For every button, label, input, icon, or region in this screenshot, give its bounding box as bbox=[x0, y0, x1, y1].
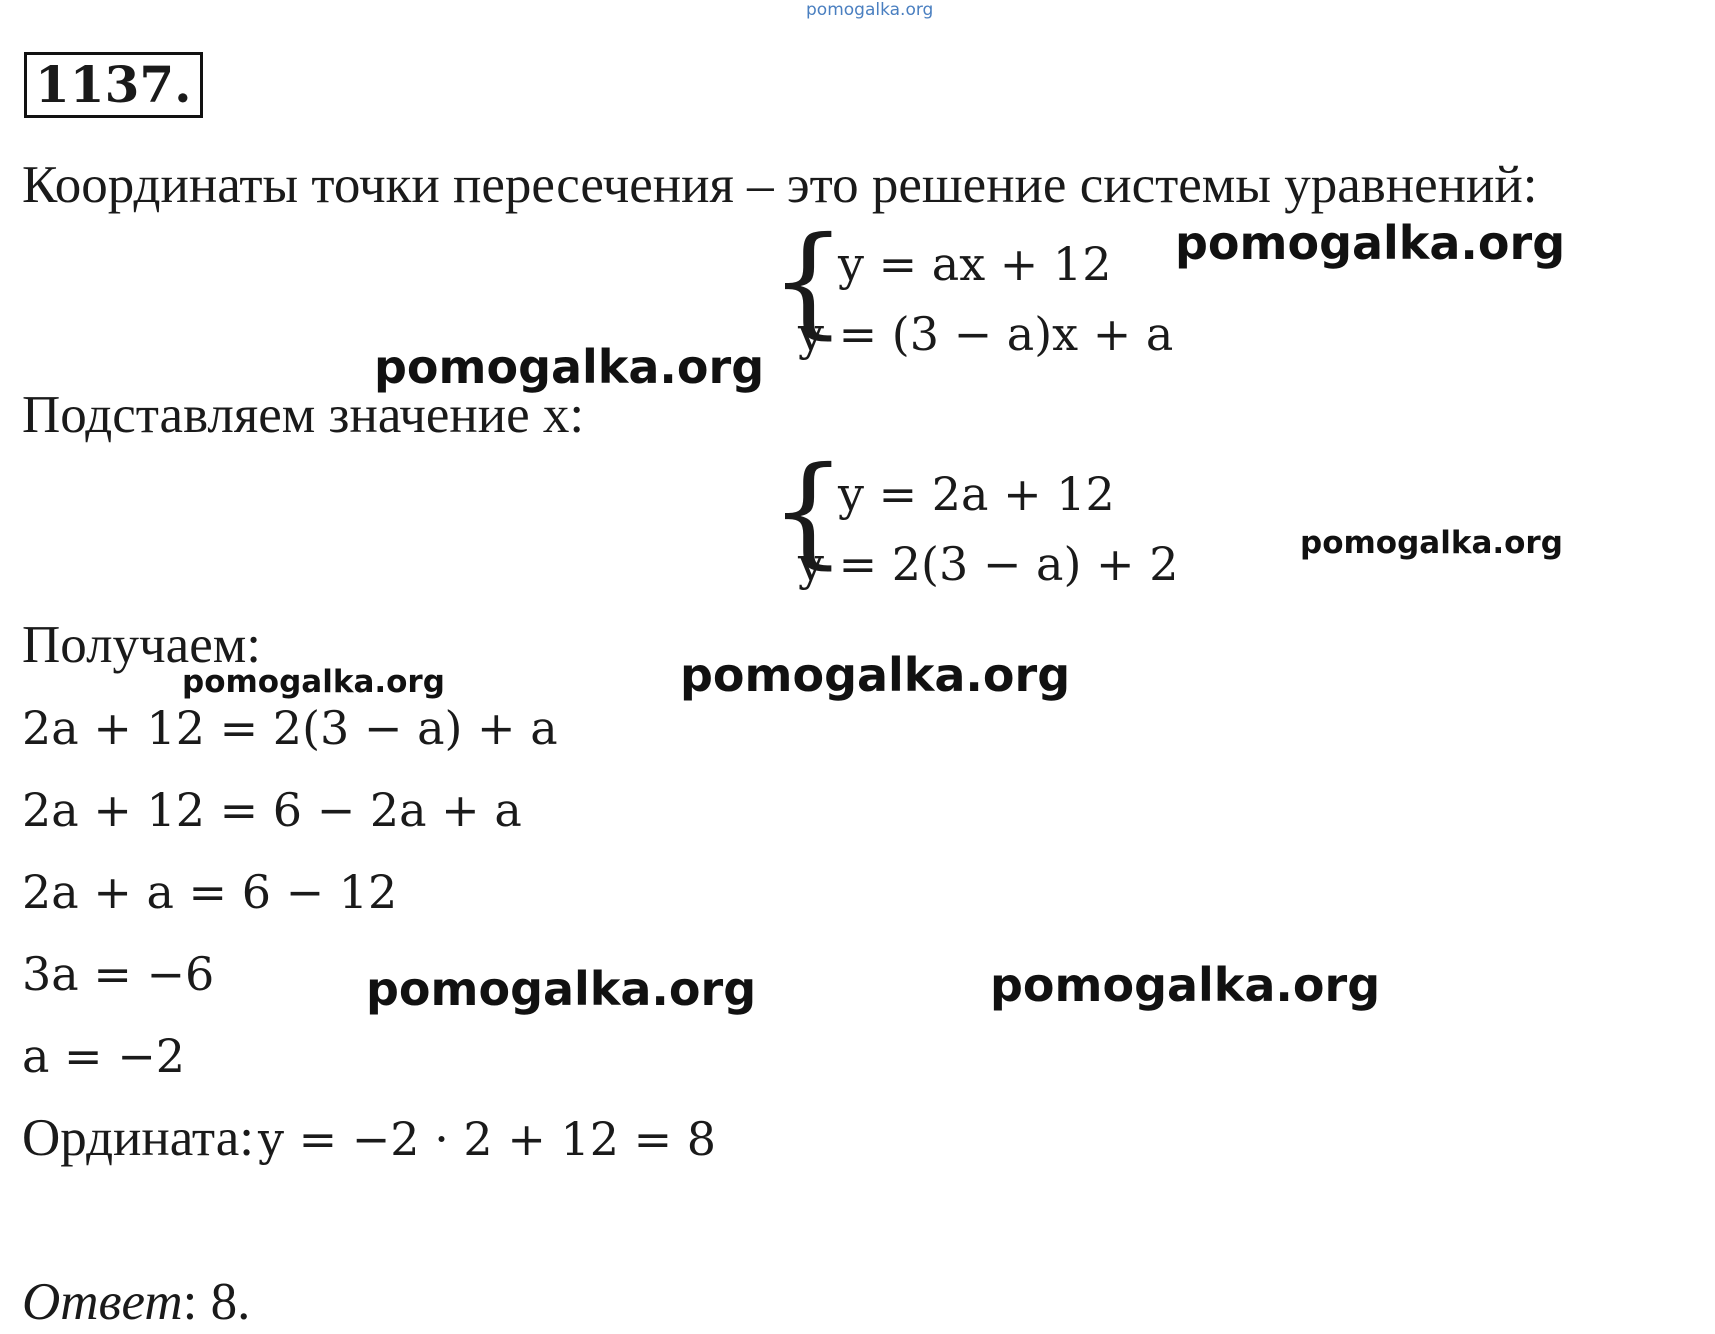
problem-number: 1137. bbox=[24, 52, 203, 118]
answer-label: Ответ bbox=[22, 1273, 183, 1331]
answer-value: : 8. bbox=[182, 1273, 251, 1331]
watermark-4: pomogalka.org bbox=[182, 664, 445, 700]
watermark-3: pomogalka.org bbox=[1300, 525, 1563, 561]
system1-eq1: y = ax + 12 bbox=[838, 237, 1112, 291]
system-brace-1: { bbox=[770, 212, 847, 351]
step-1: 2a + 12 = 2(3 − a) + a bbox=[22, 701, 558, 755]
system1-eq2: y = (3 − a)x + a bbox=[798, 307, 1174, 361]
get-text: Получаем: bbox=[22, 616, 261, 674]
system-brace-2: { bbox=[770, 442, 847, 581]
ordinate-label: Ордината: bbox=[22, 1109, 254, 1167]
watermark-7: pomogalka.org bbox=[990, 958, 1381, 1012]
substitute-text: Подставляем значение x: bbox=[22, 386, 585, 444]
watermark-top: pomogalka.org bbox=[806, 0, 934, 20]
watermark-2: pomogalka.org bbox=[374, 340, 765, 394]
watermark-1: pomogalka.org bbox=[1175, 216, 1566, 270]
ordinate-expr: y = −2 · 2 + 12 = 8 bbox=[257, 1112, 717, 1166]
system2-eq1: y = 2a + 12 bbox=[838, 467, 1115, 521]
ordinate-line bbox=[22, 1108, 716, 1168]
watermark-6: pomogalka.org bbox=[366, 962, 757, 1016]
answer-line bbox=[22, 1272, 250, 1332]
intro-text: Координаты точки пересечения – это решение системы уравнений: bbox=[22, 156, 1538, 214]
step-5: a = −2 bbox=[22, 1029, 186, 1083]
step-2: 2a + 12 = 6 − 2a + a bbox=[22, 783, 522, 837]
step-4: 3a = −6 bbox=[22, 947, 215, 1001]
system2-eq2: y = 2(3 − a) + 2 bbox=[798, 537, 1179, 591]
step-3: 2a + a = 6 − 12 bbox=[22, 865, 398, 919]
watermark-5: pomogalka.org bbox=[680, 648, 1071, 702]
